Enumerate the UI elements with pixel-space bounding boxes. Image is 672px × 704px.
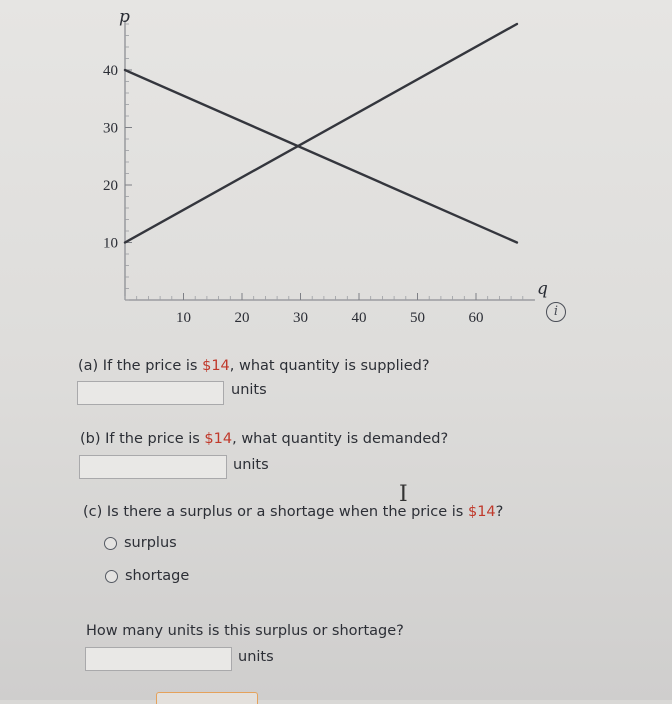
shortage-radio-label: shortage — [125, 568, 190, 584]
supply-demand-chart — [0, 0, 672, 340]
x-axis-title: q — [536, 279, 548, 299]
shortage-radio-circle[interactable] — [105, 570, 118, 583]
surplus-radio-circle[interactable] — [104, 537, 117, 550]
supply-line — [125, 24, 517, 243]
question-a-text-before: (a) If the price is — [78, 358, 203, 374]
x-tick-label: 20 — [234, 310, 250, 326]
x-tick-label: 40 — [351, 310, 367, 326]
x-tick-label: 30 — [293, 310, 308, 326]
quantity-demanded-input[interactable] — [79, 455, 227, 479]
question-a-prompt — [78, 358, 430, 374]
question-c-text-after: ? — [495, 504, 504, 520]
y-tick-label: 20 — [103, 178, 118, 194]
question-a-price: $14 — [202, 358, 230, 374]
question-c-price: $14 — [467, 504, 496, 520]
question-b-price: $14 — [204, 431, 233, 447]
demand-line — [125, 70, 517, 243]
x-tick-label: 10 — [176, 310, 191, 326]
question-c-text-before: (c) Is there a surplus or a shortage when the price is — [83, 504, 468, 520]
question-b-text-before: (b) If the price is — [80, 431, 205, 447]
quantity-demanded-unit: units — [233, 457, 269, 473]
y-tick-label: 30 — [103, 120, 118, 137]
text-cursor-icon: I — [399, 482, 408, 507]
x-tick-label: 50 — [410, 310, 425, 326]
y-tick-label: 40 — [103, 63, 118, 79]
y-axis-title: p — [119, 7, 130, 27]
submit-button[interactable] — [156, 692, 258, 704]
question-c-prompt — [83, 504, 503, 520]
info-icon[interactable]: i — [546, 302, 566, 322]
quantity-supplied-unit: units — [231, 382, 267, 398]
question-a-text-after: , what quantity is supplied? — [229, 358, 430, 374]
surplus-radio[interactable] — [104, 535, 177, 551]
surplus-radio-label: surplus — [124, 535, 177, 551]
question-d-prompt: How many units is this surplus or shortage? — [86, 623, 404, 639]
x-tick-label: 60 — [468, 310, 484, 326]
quantity-supplied-input[interactable] — [77, 381, 224, 405]
question-b-text-after: , what quantity is demanded? — [232, 431, 449, 447]
question-b-prompt — [80, 431, 448, 447]
surplus-shortage-units-unit: units — [238, 649, 274, 665]
surplus-shortage-units-input[interactable] — [85, 647, 232, 671]
y-tick-label: 10 — [103, 235, 118, 252]
shortage-radio[interactable] — [105, 568, 189, 584]
